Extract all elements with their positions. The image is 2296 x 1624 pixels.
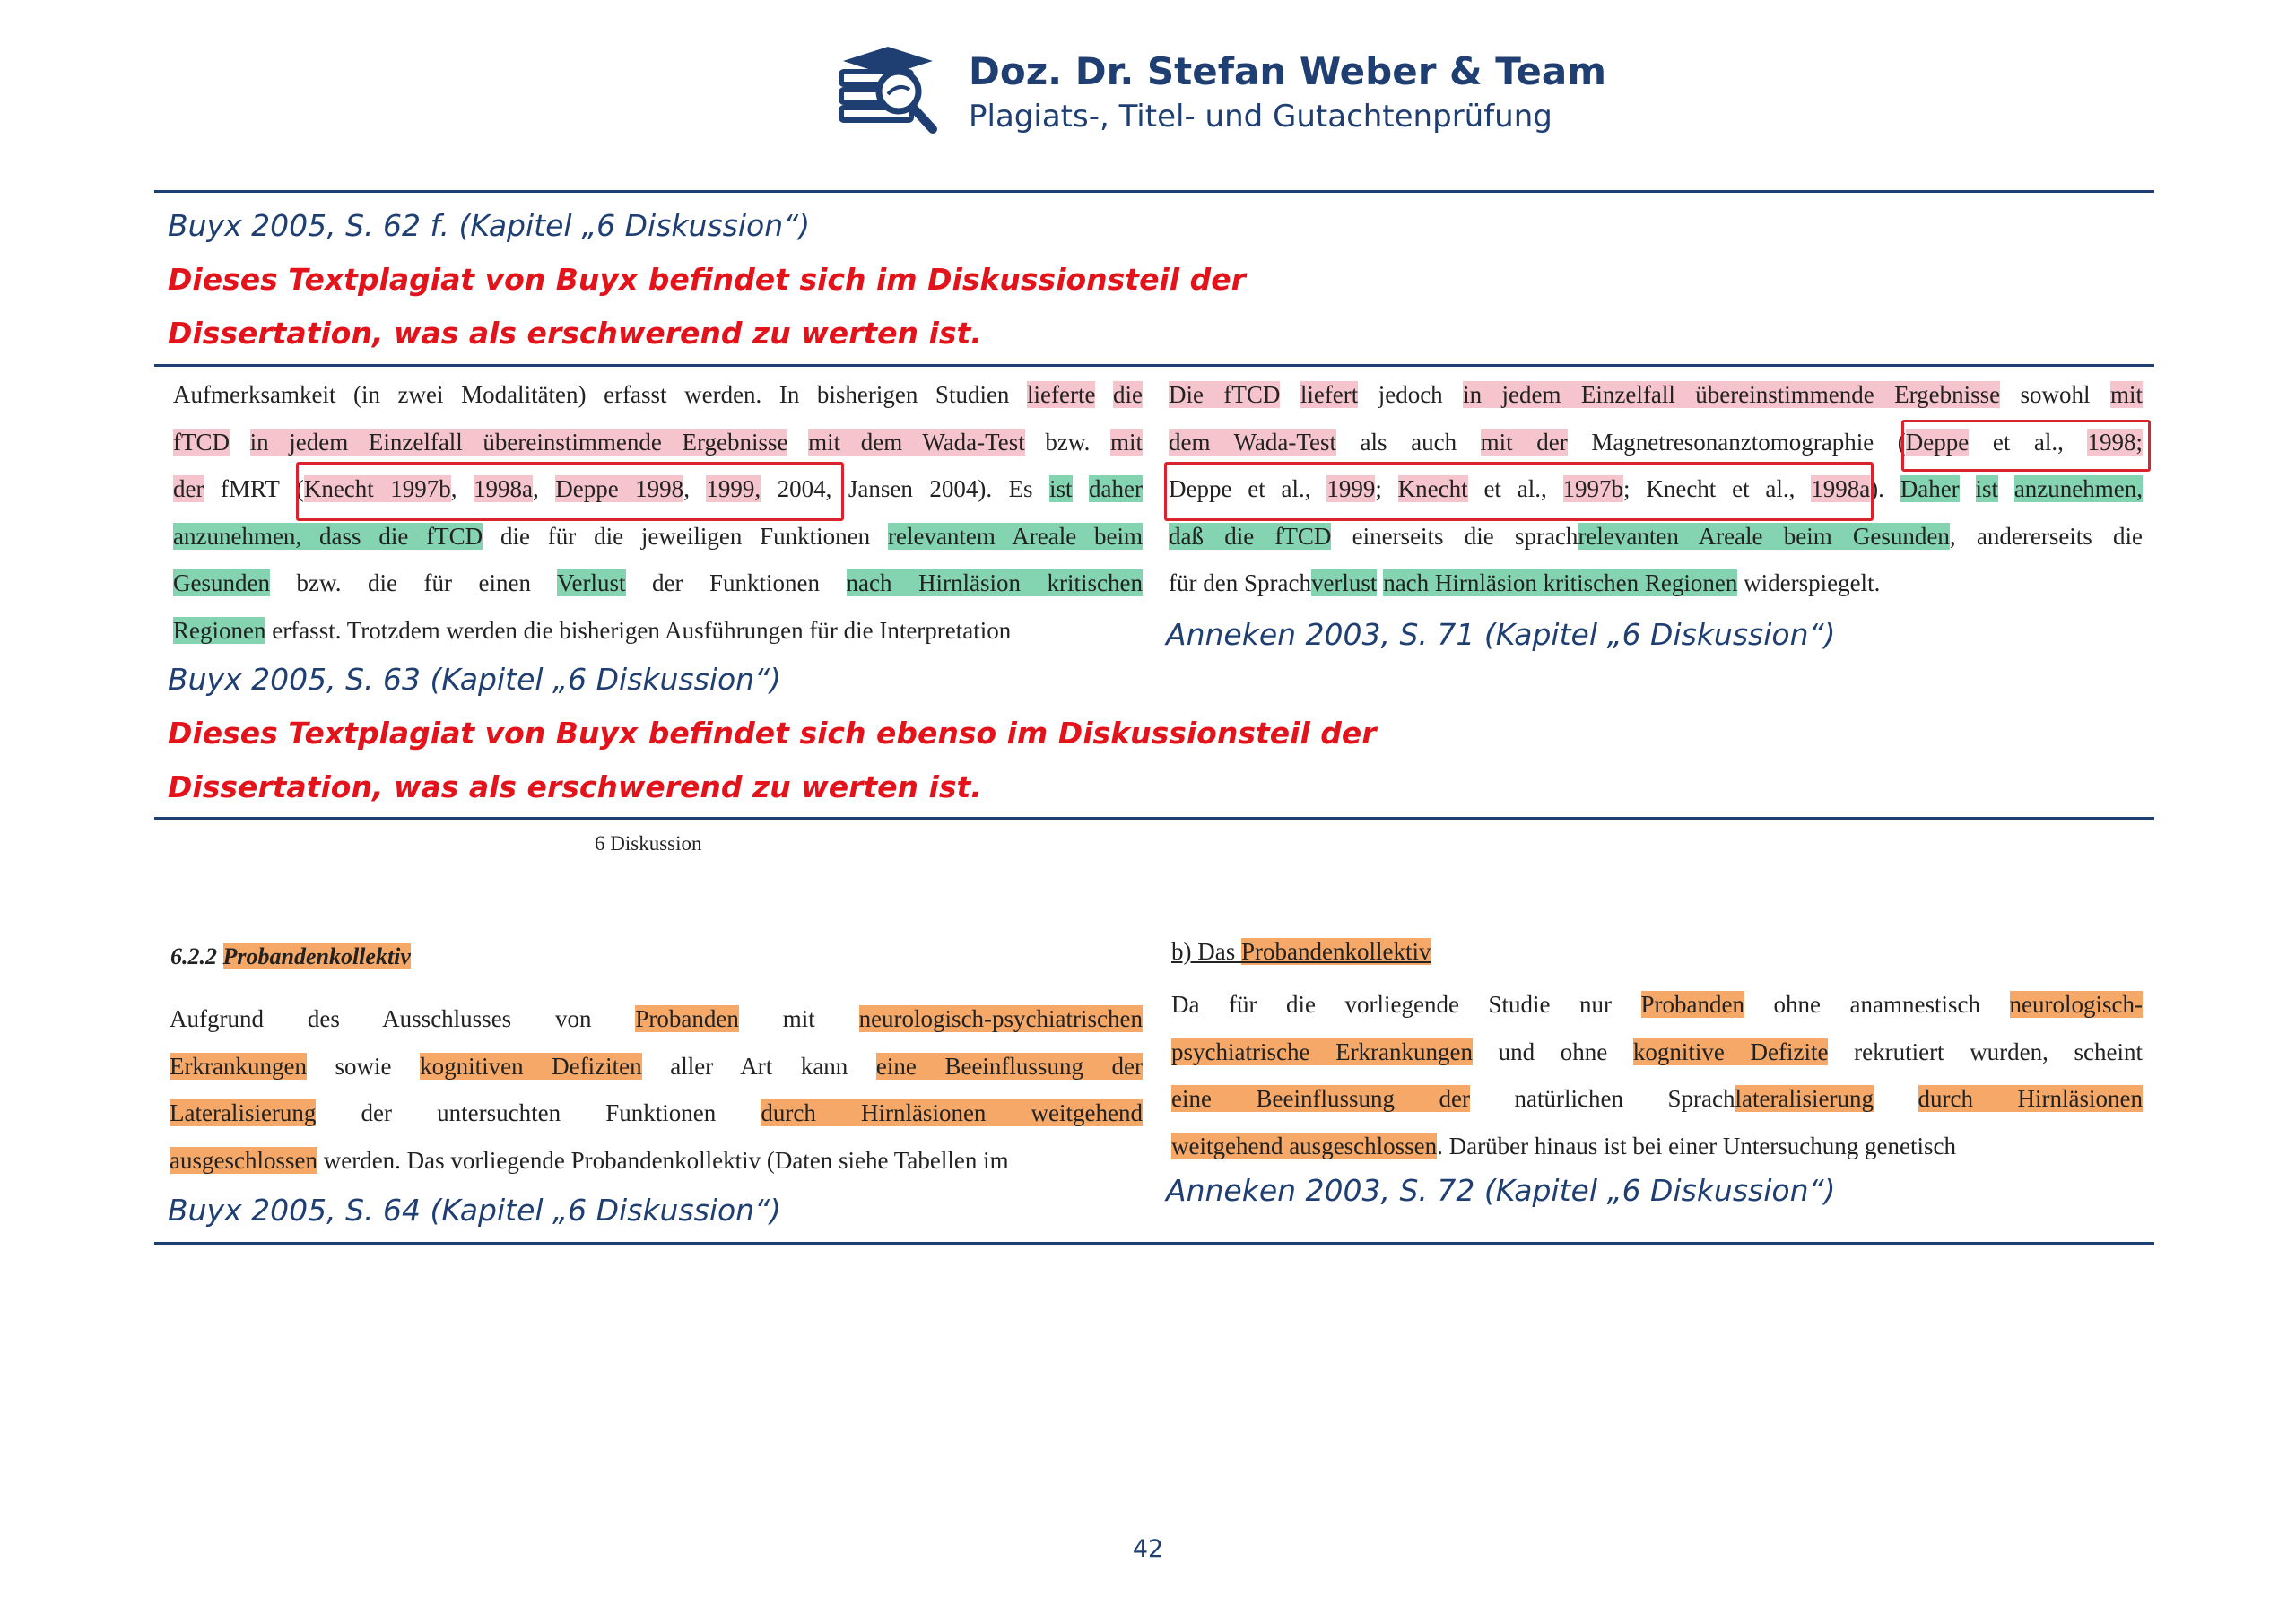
- text-line: [170, 995, 1143, 1043]
- highlight-orange: weitgehend ausgeschlossen: [1171, 1132, 1438, 1159]
- highlight-green: daß die fTCD: [1169, 522, 1332, 550]
- highlight-orange: Lateralisierung: [170, 1099, 317, 1126]
- source-caption: Buyx 2005, S. 62 f. (Kapitel „6 Diskussion“): [168, 208, 811, 243]
- highlight-pink: in jedem Einzelfall übereinstimmende Ergebnisse: [1463, 381, 2001, 408]
- text-line: [1171, 1029, 2143, 1076]
- section-number: 6.2.2: [170, 943, 217, 969]
- text-line: [170, 1043, 1143, 1090]
- highlight-green: Verlust: [557, 569, 626, 596]
- citation-highlight-box: [1901, 420, 2151, 472]
- text-line: [1169, 560, 2143, 607]
- assessment-note: Dissertation, was als erschwerend zu werten ist.: [168, 769, 982, 804]
- highlight-pink: in jedem Einzelfall übereinstimmende Ergebnisse: [249, 428, 788, 456]
- section-title: Probandenkollektiv: [222, 943, 411, 969]
- text-line: [1171, 1123, 2143, 1170]
- text-segment: natürlichen Sprach: [1470, 1085, 1735, 1112]
- highlight-green: daher: [1089, 475, 1144, 502]
- running-head: 6 Diskussion: [595, 832, 702, 855]
- highlight-orange: lateralisierung: [1735, 1085, 1874, 1112]
- highlight-green: anzunehmen, dass die fTCD: [173, 522, 483, 550]
- highlight-green: verlust: [1310, 569, 1378, 596]
- text-segment: . Darüber hinaus ist bei einer Untersuchung genetisch: [1437, 1132, 1956, 1159]
- highlight-orange: durch Hirnläsionen weitgehend: [761, 1099, 1143, 1126]
- divider-rule: [154, 1242, 2154, 1245]
- citation-highlight-box: [1164, 462, 1874, 521]
- highlight-pink: mit dem Wada-Test: [808, 428, 1025, 456]
- text-segment: ,: [683, 475, 707, 502]
- highlight-orange: psychiatrische Erkrankungen: [1171, 1038, 1474, 1065]
- section-heading: [170, 943, 411, 970]
- highlight-pink: 1998;: [2087, 428, 2143, 456]
- text-line: [173, 371, 1143, 419]
- highlight-pink: Knecht 1997b: [303, 475, 451, 502]
- text-segment: [787, 429, 808, 456]
- highlight-pink: mit: [2109, 381, 2143, 408]
- text-segment: werden. Das vorliegende Probandenkollektiv (Daten siehe Tabellen im: [317, 1146, 1009, 1174]
- text-segment: rekrutiert wurden, scheint: [1828, 1038, 2144, 1065]
- text-segment: [1998, 475, 2014, 502]
- text-line: [170, 1137, 1143, 1185]
- highlight-pink: mit: [1110, 428, 1144, 456]
- source-caption: Anneken 2003, S. 72 (Kapitel „6 Diskussion“): [1166, 1173, 1836, 1208]
- text-segment: fMRT (: [204, 475, 304, 502]
- text-segment: für den Sprach: [1169, 569, 1311, 596]
- highlight-pink: liefert: [1300, 381, 1359, 408]
- highlight-green: Daher: [1900, 475, 1960, 502]
- highlight-orange: Probanden: [635, 1005, 739, 1032]
- highlight-pink: Deppe: [1905, 428, 1970, 456]
- text-segment: sowohl: [2000, 381, 2110, 408]
- text-line: [173, 607, 1143, 655]
- highlight-orange: Probanden: [1640, 991, 1745, 1018]
- section-heading: [1171, 938, 1431, 966]
- highlight-orange: kognitiven Defiziten: [420, 1052, 642, 1080]
- highlight-pink: 1998a: [474, 475, 533, 502]
- highlight-pink: Die fTCD: [1169, 381, 1281, 408]
- highlight-orange: eine Beeinflussung der: [875, 1052, 1143, 1080]
- text-segment: [1280, 381, 1300, 408]
- text-segment: der untersuchten Funktionen: [316, 1099, 761, 1126]
- text-line: [1171, 981, 2143, 1029]
- assessment-note: Dissertation, was als erschwerend zu werten ist.: [168, 316, 982, 351]
- text-segment: [1874, 1085, 1918, 1112]
- text-segment: jedoch: [1358, 381, 1464, 408]
- text-segment: Da für die vorliegende Studie nur: [1171, 991, 1641, 1018]
- highlight-orange: ausgeschlossen: [170, 1146, 317, 1174]
- highlight-pink: dem Wada-Test: [1169, 428, 1336, 456]
- text-segment: ;: [1375, 475, 1398, 502]
- highlight-green: ist: [1049, 475, 1073, 502]
- text-segment: [1960, 475, 1976, 502]
- text-segment: et al.,: [1969, 428, 2088, 456]
- text-segment: erfasst. Trotzdem werden die bisherigen Ausführungen für die Interpretation: [265, 616, 1012, 644]
- page-number: 42: [1132, 1535, 1164, 1563]
- source-caption: Buyx 2005, S. 64 (Kapitel „6 Diskussion“): [168, 1193, 782, 1228]
- text-segment: Aufmerksamkeit (in zwei Modalitäten) erfasst werden. In bisherigen Studien: [173, 381, 1027, 408]
- text-segment: bzw.: [1024, 428, 1110, 456]
- text-segment: bzw. die für einen: [269, 569, 557, 596]
- text-segment: Deppe et al.,: [1169, 475, 1327, 502]
- highlight-orange: neurologisch-: [2009, 991, 2143, 1018]
- text-segment: , andererseits die: [1949, 522, 2144, 550]
- assessment-note: Dieses Textplagiat von Buyx befindet sich im Diskussionsteil der: [168, 262, 1246, 297]
- highlight-pink: 1999: [1326, 475, 1376, 502]
- org-name: Doz. Dr. Stefan Weber & Team: [969, 49, 1606, 93]
- highlight-pink: die: [1113, 381, 1144, 408]
- text-segment: 2004, Jansen 2004). Es: [761, 475, 1050, 502]
- plagiarized-text-excerpt: [170, 995, 1143, 1184]
- highlight-orange: Erkrankungen: [170, 1052, 307, 1080]
- highlight-pink: Knecht: [1397, 475, 1468, 502]
- citation-highlight-box: [296, 462, 844, 521]
- highlight-pink: lieferte: [1027, 381, 1096, 408]
- highlight-orange: kognitive Defizite: [1632, 1038, 1829, 1065]
- text-segment: ; Knecht et al.,: [1623, 475, 1812, 502]
- text-segment: widerspiegelt.: [1737, 569, 1881, 596]
- highlight-orange: eine Beeinflussung der: [1171, 1085, 1471, 1112]
- text-segment: als auch: [1335, 428, 1481, 456]
- org-subtitle: Plagiats-, Titel- und Gutachtenprüfung: [969, 99, 1552, 135]
- text-segment: [1095, 381, 1113, 408]
- text-segment: ).: [1870, 475, 1900, 502]
- highlight-green: Regionen: [173, 616, 266, 644]
- text-segment: der Funktionen: [625, 569, 847, 596]
- text-segment: ,: [450, 475, 474, 502]
- source-text-excerpt: [1171, 981, 2143, 1169]
- text-segment: Aufgrund des Ausschlusses von: [170, 1005, 636, 1032]
- highlight-green: Gesunden: [173, 569, 270, 596]
- page-header: [834, 45, 1606, 152]
- text-segment: aller Art kann: [641, 1052, 876, 1080]
- text-segment: ,: [533, 475, 556, 502]
- text-segment: einerseits die sprach: [1331, 522, 1578, 550]
- book-stack-magnifier-logo-icon: [834, 45, 942, 143]
- text-segment: und ohne: [1473, 1038, 1633, 1065]
- divider-rule: [154, 817, 2154, 820]
- highlight-orange: neurologisch-psychiatrischen: [858, 1005, 1143, 1032]
- source-caption: Buyx 2005, S. 63 (Kapitel „6 Diskussion“): [168, 662, 782, 697]
- highlight-green: ist: [1975, 475, 1999, 502]
- text-line: [1169, 371, 2143, 419]
- highlight-pink: mit der: [1480, 428, 1568, 456]
- text-segment: sowie: [306, 1052, 421, 1080]
- highlight-pink: 1999,: [706, 475, 761, 502]
- text-segment: die für die jeweiligen Funktionen: [483, 522, 888, 550]
- highlight-green: nach Hirnläsion kritischen: [846, 569, 1143, 596]
- highlight-pink: 1997b: [1562, 475, 1624, 502]
- highlight-green: relevanten Areale beim Gesunden: [1578, 522, 1950, 550]
- text-segment: Magnetresonanztomographie (: [1567, 428, 1906, 456]
- highlight-green: nach Hirnläsion kritischen Regionen: [1383, 569, 1738, 596]
- highlight-green: relevantem Areale beim: [887, 522, 1143, 550]
- highlight-pink: 1998a: [1811, 475, 1871, 502]
- text-line: [1171, 1075, 2143, 1123]
- text-line: [173, 560, 1143, 607]
- text-segment: mit: [738, 1005, 859, 1032]
- text-segment: [1073, 475, 1089, 502]
- section-prefix: b) Das: [1171, 938, 1241, 965]
- highlight-pink: der: [173, 475, 204, 502]
- divider-rule: [154, 190, 2154, 193]
- source-caption: Anneken 2003, S. 71 (Kapitel „6 Diskussion“): [1166, 617, 1836, 652]
- assessment-note: Dieses Textplagiat von Buyx befindet sich ebenso im Diskussionsteil der: [168, 716, 1377, 751]
- text-segment: [230, 429, 250, 456]
- highlight-pink: fTCD: [173, 428, 230, 456]
- text-segment: ohne anamnestisch: [1744, 991, 2010, 1018]
- text-segment: et al.,: [1467, 475, 1563, 502]
- divider-rule: [154, 364, 2154, 367]
- highlight-orange: durch Hirnläsionen: [1918, 1085, 2143, 1112]
- highlight-green: anzunehmen,: [2013, 475, 2144, 502]
- text-line: [173, 419, 1143, 466]
- highlight-pink: Deppe 1998: [555, 475, 684, 502]
- text-line: [170, 1090, 1143, 1137]
- section-title: Probandenkollektiv: [1240, 938, 1431, 965]
